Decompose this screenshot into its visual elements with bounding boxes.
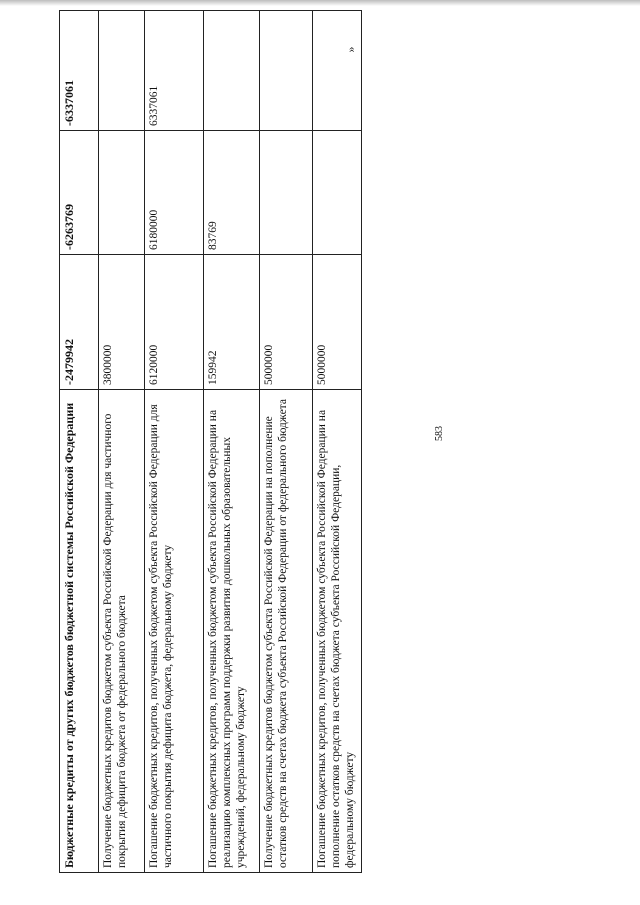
row-value-2: 6180000 xyxy=(145,131,204,255)
header-label-cell: Бюджетные кредиты от других бюджетов бюджетной системы Российской Федерации xyxy=(60,390,99,873)
row-label: Получение бюджетных кредитов бюджетом субъекта Российской Федерации для частичного покрытия дефицита бюджета от федерального бюджета xyxy=(99,390,145,873)
row-value-2 xyxy=(313,131,362,255)
row-value-1: 159942 xyxy=(204,255,260,390)
budget-credits-table xyxy=(59,10,362,873)
row-value-3 xyxy=(260,11,313,131)
table-row xyxy=(145,11,204,873)
table-row xyxy=(99,11,145,873)
header-value-3: -6337061 xyxy=(60,11,99,131)
row-value-1: 3800000 xyxy=(99,255,145,390)
table-header-row xyxy=(60,11,99,873)
header-value-1: -2479942 xyxy=(60,255,99,390)
header-value-2: -6263769 xyxy=(60,131,99,255)
row-value-3 xyxy=(204,11,260,131)
row-label: Погашение бюджетных кредитов, полученных бюджетом субъекта Российской Федерации на реализацию комплексных программ поддержки развития дошкольных образовательных учреждений, федеральному бюджету xyxy=(204,390,260,873)
table-row xyxy=(313,11,362,873)
row-value-2 xyxy=(99,131,145,255)
row-value-3 xyxy=(99,11,145,131)
row-value-1: 5000000 xyxy=(313,255,362,390)
row-value-1: 6120000 xyxy=(145,255,204,390)
page-number: 583 xyxy=(434,426,445,441)
closing-quote-mark: » xyxy=(343,46,358,53)
row-label: Получение бюджетных кредитов бюджетом субъекта Российской Федерации на пополнение остатков средств на счетах бюджета субъекта Российской Федерации от федерального бюджета xyxy=(260,390,313,873)
row-value-1: 5000000 xyxy=(260,255,313,390)
table-row xyxy=(260,11,313,873)
row-label: Погашение бюджетных кредитов, полученных бюджетом субъекта Российской Федерации для частичного покрытия дефицита бюджета, федеральному бюджету xyxy=(145,390,204,873)
scan-edge xyxy=(0,0,640,6)
row-value-2: 83769 xyxy=(204,131,260,255)
row-label: Погашение бюджетных кредитов, полученных бюджетом субъекта Российской Федерации на пополнение остатков средств на счетах бюджета субъекта Российской Федерации, федеральному бюджету xyxy=(313,390,362,873)
row-value-3 xyxy=(313,11,362,131)
row-value-2 xyxy=(260,131,313,255)
table-row xyxy=(204,11,260,873)
row-value-3: 6337061 xyxy=(145,11,204,131)
rotated-table-container xyxy=(59,47,361,873)
